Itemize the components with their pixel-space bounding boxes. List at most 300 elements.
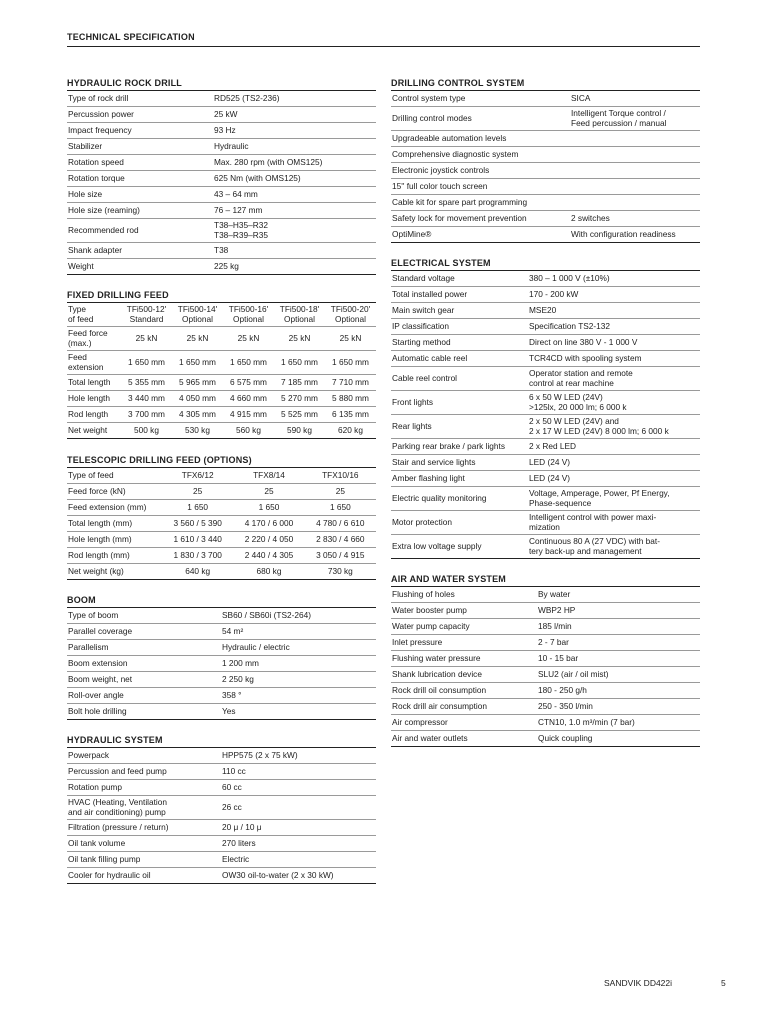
table-cell: RD525 (TS2-236) (213, 91, 376, 107)
table-cell: 358 ° (221, 688, 376, 704)
feed-model: TFi500-20' (330, 304, 371, 314)
table-row (67, 171, 376, 187)
table-cell: 170 - 200 kW (528, 287, 700, 303)
table-cell: 76 – 127 mm (213, 203, 376, 219)
table-cell: Bolt hole drilling (67, 704, 221, 720)
table-cell: 25 kN (172, 327, 223, 351)
table-cell: TFX6/12 (162, 468, 233, 484)
table-cell: Powerpack (67, 748, 221, 764)
section-air-water (391, 573, 700, 747)
section-title: DRILLING CONTROL SYSTEM (391, 77, 700, 91)
table-row (67, 624, 376, 640)
left-column (67, 77, 376, 884)
table-cell: 2 switches (570, 211, 700, 227)
table-cell: Percussion power (67, 107, 213, 123)
table-cell: 25 kW (213, 107, 376, 123)
section-title: HYDRAULIC SYSTEM (67, 734, 376, 748)
section-telescopic-feed (67, 454, 376, 580)
table-cell: Percussion and feed pump (67, 764, 221, 780)
table-cell: 2 x 50 W LED (24V) and 2 x 17 W LED (24V) 8 000 lm; 6 000 k (528, 415, 700, 439)
table-cell: 4 660 mm (223, 391, 274, 407)
section-fixed-drilling-feed (67, 289, 376, 439)
table-row (391, 211, 700, 227)
table-cell: 2 220 / 4 050 (233, 532, 304, 548)
table-cell: Parallel coverage (67, 624, 221, 640)
table-cell: Intelligent Torque control / Feed percussion / manual (570, 107, 700, 131)
table-cell: Quick coupling (537, 731, 700, 747)
table-cell: OptiMine® (391, 227, 570, 243)
table-cell: SICA (570, 91, 700, 107)
table-row (391, 587, 700, 603)
table-cell: Automatic cable reel (391, 351, 528, 367)
table-cell: Weight (67, 259, 213, 275)
feed-variant: Optional (335, 313, 366, 324)
table-cell: Oil tank filling pump (67, 852, 221, 868)
table-cell: 5 355 mm (121, 375, 172, 391)
table-cell: 530 kg (172, 423, 223, 439)
table-row (391, 715, 700, 731)
section-hydraulic-rock-drill (67, 77, 376, 275)
section-title: BOOM (67, 594, 376, 608)
table-cell: Type of rock drill (67, 91, 213, 107)
table-cell: Recommended rod (67, 219, 213, 243)
table-cell: Feed force (max.) (67, 327, 121, 351)
table-cell: Feed extension (mm) (67, 500, 162, 516)
table-cell: Rock drill air consumption (391, 699, 537, 715)
table-cell: Shank lubrication device (391, 667, 537, 683)
table-row (67, 640, 376, 656)
table-row (391, 91, 700, 107)
table-cell: Comprehensive diagnostic system (391, 147, 570, 163)
table-row (391, 107, 700, 131)
table-cell: TFX10/16 (305, 468, 376, 484)
table-row (391, 471, 700, 487)
table-cell: 590 kg (274, 423, 325, 439)
table-row (391, 731, 700, 747)
feed-table (67, 303, 376, 439)
table-row (391, 511, 700, 535)
section-title: ELECTRICAL SYSTEM (391, 257, 700, 271)
table-row (67, 123, 376, 139)
page-number: 5 (721, 978, 726, 988)
table-row (67, 608, 376, 624)
table-cell: 185 l/min (537, 619, 700, 635)
table-row (67, 564, 376, 580)
table-cell: 625 Nm (with OMS125) (213, 171, 376, 187)
table-cell (570, 131, 700, 147)
table-row (67, 259, 376, 275)
table-cell: HPP575 (2 x 75 kW) (221, 748, 376, 764)
feed-column-header (325, 303, 376, 327)
table-cell: 730 kg (305, 564, 376, 580)
table-cell: Hole length (67, 391, 121, 407)
table-cell: Rod length (67, 407, 121, 423)
table-cell: Intelligent control with power maxi- mization (528, 511, 700, 535)
spec-table (391, 91, 700, 243)
table-cell: Water pump capacity (391, 619, 537, 635)
table-cell: 1 830 / 3 700 (162, 548, 233, 564)
table-header-row (67, 303, 376, 327)
table-row (67, 820, 376, 836)
table-cell: 110 cc (221, 764, 376, 780)
table-cell: Hydraulic (213, 139, 376, 155)
section-electrical (391, 257, 700, 559)
page-title: TECHNICAL SPECIFICATION (67, 32, 195, 42)
table-cell: 2 x Red LED (528, 439, 700, 455)
table-cell: Total installed power (391, 287, 528, 303)
table-cell: 5 965 mm (172, 375, 223, 391)
table-cell: Type of boom (67, 608, 221, 624)
table-cell: Air compressor (391, 715, 537, 731)
footer-brand: SANDVIK DD422i (604, 978, 673, 988)
feed-column-header (274, 303, 325, 327)
table-row (391, 439, 700, 455)
table-cell: Direct on line 380 V - 1 000 V (528, 335, 700, 351)
page-header (67, 32, 700, 47)
table-cell: Main switch gear (391, 303, 528, 319)
table-cell: 680 kg (233, 564, 304, 580)
table-cell: Hole length (mm) (67, 532, 162, 548)
table-cell: Rear lights (391, 415, 528, 439)
table-row (67, 155, 376, 171)
table-cell: Net weight (67, 423, 121, 439)
table-cell: 5 880 mm (325, 391, 376, 407)
table-cell: 3 560 / 5 390 (162, 516, 233, 532)
table-cell: 3 050 / 4 915 (305, 548, 376, 564)
table-cell: Stabilizer (67, 139, 213, 155)
table-cell: Safety lock for movement prevention (391, 211, 570, 227)
table-row (67, 391, 376, 407)
table-cell: Type of feed (67, 468, 162, 484)
feed-variant: Optional (284, 313, 315, 324)
table-cell: 25 kN (121, 327, 172, 351)
table-cell: SLU2 (air / oil mist) (537, 667, 700, 683)
table-cell: 25 kN (274, 327, 325, 351)
table-cell: Extra low voltage supply (391, 535, 528, 559)
table-cell: 380 – 1 000 V (±10%) (528, 271, 700, 287)
table-cell: Specification TS2-132 (528, 319, 700, 335)
table-cell: 6 x 50 W LED (24V) >125lx, 20 000 lm; 6 000 k (528, 391, 700, 415)
table-row (67, 500, 376, 516)
table-cell (570, 195, 700, 211)
section-boom (67, 594, 376, 720)
table-row (391, 147, 700, 163)
table-cell: Hydraulic / electric (221, 640, 376, 656)
table-cell: Continuous 80 A (27 VDC) with bat- tery back-up and management (528, 535, 700, 559)
table-cell: Front lights (391, 391, 528, 415)
table-cell: 4 305 mm (172, 407, 223, 423)
table-cell: Filtration (pressure / return) (67, 820, 221, 836)
table-row (391, 195, 700, 211)
table-cell: 4 170 / 6 000 (233, 516, 304, 532)
table-cell: 1 650 (233, 500, 304, 516)
table-cell: Impact frequency (67, 123, 213, 139)
table-cell: 6 135 mm (325, 407, 376, 423)
table-cell: 1 610 / 3 440 (162, 532, 233, 548)
table-cell: Flushing of holes (391, 587, 537, 603)
table-cell: Rotation pump (67, 780, 221, 796)
table-row (67, 327, 376, 351)
table-row (391, 367, 700, 391)
table-row (67, 656, 376, 672)
feed-column-header (172, 303, 223, 327)
table-cell: Upgradeable automation levels (391, 131, 570, 147)
feed-variant: Standard (129, 313, 164, 324)
feed-model: TFi500-16' (228, 304, 269, 314)
table-row (67, 548, 376, 564)
feed-column-header (121, 303, 172, 327)
table-cell: 1 650 (162, 500, 233, 516)
table-row (391, 271, 700, 287)
table-row (391, 351, 700, 367)
table-cell: TCR4CD with spooling system (528, 351, 700, 367)
table-cell: Shank adapter (67, 243, 213, 259)
table-cell: Stair and service lights (391, 455, 528, 471)
table-cell: Total length (mm) (67, 516, 162, 532)
table-row (67, 704, 376, 720)
table-row (67, 852, 376, 868)
table-cell: 270 liters (221, 836, 376, 852)
table-cell: Cooler for hydraulic oil (67, 868, 221, 884)
table-cell: 5 270 mm (274, 391, 325, 407)
table-cell: 20 μ / 10 μ (221, 820, 376, 836)
feed-model: TFi500-12' (126, 304, 167, 314)
table-row (67, 672, 376, 688)
table-cell: 1 650 mm (325, 351, 376, 375)
table-cell: 6 575 mm (223, 375, 274, 391)
table-cell: Yes (221, 704, 376, 720)
spec-table (67, 608, 376, 720)
table-cell (570, 179, 700, 195)
table-cell: 15'' full color touch screen (391, 179, 570, 195)
table-cell: Electric quality monitoring (391, 487, 528, 511)
table-row (391, 287, 700, 303)
table-cell: Max. 280 rpm (with OMS125) (213, 155, 376, 171)
table-row (391, 415, 700, 439)
table-cell: 3 700 mm (121, 407, 172, 423)
table-cell: SB60 / SB60i (TS2-264) (221, 608, 376, 624)
table-cell: 1 650 mm (172, 351, 223, 375)
table-row (67, 796, 376, 820)
table-row (67, 868, 376, 884)
table-cell: 620 kg (325, 423, 376, 439)
table-cell: Rotation torque (67, 171, 213, 187)
table-cell: Hole size (reaming) (67, 203, 213, 219)
table-cell: 4 915 mm (223, 407, 274, 423)
table-cell: 560 kg (223, 423, 274, 439)
feed-variant: Optional (233, 313, 264, 324)
table-cell: 93 Hz (213, 123, 376, 139)
table-cell (570, 147, 700, 163)
table-cell: 25 (233, 484, 304, 500)
table-cell: HVAC (Heating, Ventilation and air conditioning) pump (67, 796, 221, 820)
telescopic-table (67, 468, 376, 580)
table-row (67, 219, 376, 243)
table-row (67, 764, 376, 780)
table-row (67, 748, 376, 764)
table-row (391, 179, 700, 195)
table-cell: 2 440 / 4 305 (233, 548, 304, 564)
right-column (391, 77, 700, 747)
table-row (391, 227, 700, 243)
table-cell: 4 780 / 6 610 (305, 516, 376, 532)
table-cell: Rotation speed (67, 155, 213, 171)
table-cell: Parking rear brake / park lights (391, 439, 528, 455)
spec-table (67, 748, 376, 884)
table-cell: Feed extension (67, 351, 121, 375)
table-cell: 2 250 kg (221, 672, 376, 688)
section-title: HYDRAULIC ROCK DRILL (67, 77, 376, 91)
feed-variant: Optional (182, 313, 213, 324)
table-row (391, 319, 700, 335)
table-cell: 25 (162, 484, 233, 500)
table-row (391, 535, 700, 559)
table-cell: 500 kg (121, 423, 172, 439)
table-row (67, 780, 376, 796)
table-cell: Water booster pump (391, 603, 537, 619)
table-cell: Flushing water pressure (391, 651, 537, 667)
table-row (67, 407, 376, 423)
table-row (391, 699, 700, 715)
table-row (67, 375, 376, 391)
table-cell: 7 185 mm (274, 375, 325, 391)
table-cell: 1 650 mm (274, 351, 325, 375)
table-cell: Inlet pressure (391, 635, 537, 651)
table-cell: Hole size (67, 187, 213, 203)
table-cell: TFX8/14 (233, 468, 304, 484)
table-row (67, 423, 376, 439)
table-row (67, 139, 376, 155)
table-row (391, 163, 700, 179)
table-row (391, 635, 700, 651)
table-cell: 1 650 (305, 500, 376, 516)
table-row (67, 187, 376, 203)
table-cell: With configuration readiness (570, 227, 700, 243)
table-cell: T38 (213, 243, 376, 259)
feed-column-header (223, 303, 274, 327)
table-cell: 10 - 15 bar (537, 651, 700, 667)
table-cell: Roll-over angle (67, 688, 221, 704)
table-row (391, 667, 700, 683)
table-cell: 26 cc (221, 796, 376, 820)
table-cell: 54 m² (221, 624, 376, 640)
table-row (391, 131, 700, 147)
table-cell: 5 525 mm (274, 407, 325, 423)
table-cell: 25 (305, 484, 376, 500)
spec-table (391, 587, 700, 747)
table-cell: Rock drill oil consumption (391, 683, 537, 699)
section-title: TELESCOPIC DRILLING FEED (OPTIONS) (67, 454, 376, 468)
table-cell: 1 650 mm (121, 351, 172, 375)
table-row (391, 303, 700, 319)
table-cell: Amber flashing light (391, 471, 528, 487)
table-cell: 250 - 350 l/min (537, 699, 700, 715)
table-cell: 2 - 7 bar (537, 635, 700, 651)
table-cell: Standard voltage (391, 271, 528, 287)
table-cell (570, 163, 700, 179)
table-row (391, 455, 700, 471)
table-cell: Operator station and remote control at rear machine (528, 367, 700, 391)
table-header-row (67, 468, 376, 484)
table-cell: 2 830 / 4 660 (305, 532, 376, 548)
section-title: FIXED DRILLING FEED (67, 289, 376, 303)
spec-table (67, 91, 376, 275)
table-cell: IP classification (391, 319, 528, 335)
table-cell: Electronic joystick controls (391, 163, 570, 179)
table-cell: Motor protection (391, 511, 528, 535)
table-cell: 1 200 mm (221, 656, 376, 672)
table-row (67, 484, 376, 500)
table-cell: 7 710 mm (325, 375, 376, 391)
table-cell: CTN10, 1.0 m³/min (7 bar) (537, 715, 700, 731)
table-row (67, 107, 376, 123)
table-cell: 640 kg (162, 564, 233, 580)
table-row (67, 516, 376, 532)
table-row (67, 532, 376, 548)
table-row (67, 351, 376, 375)
table-cell: Drilling control modes (391, 107, 570, 131)
table-cell: Total length (67, 375, 121, 391)
table-cell: 60 cc (221, 780, 376, 796)
table-cell: 25 kN (325, 327, 376, 351)
table-cell: Boom weight, net (67, 672, 221, 688)
table-cell: 1 650 mm (223, 351, 274, 375)
feed-model: TFi500-14' (177, 304, 218, 314)
table-row (67, 203, 376, 219)
table-cell: Cable reel control (391, 367, 528, 391)
table-row (391, 603, 700, 619)
table-row (391, 335, 700, 351)
table-cell: LED (24 V) (528, 455, 700, 471)
table-cell: Electric (221, 852, 376, 868)
table-cell: By water (537, 587, 700, 603)
table-cell: 225 kg (213, 259, 376, 275)
table-row (67, 91, 376, 107)
table-cell: Air and water outlets (391, 731, 537, 747)
table-row (391, 619, 700, 635)
feed-model: TFi500-18' (279, 304, 320, 314)
spec-table (391, 271, 700, 559)
table-cell: Oil tank volume (67, 836, 221, 852)
table-cell: 3 440 mm (121, 391, 172, 407)
table-cell: 25 kN (223, 327, 274, 351)
table-cell: Net weight (kg) (67, 564, 162, 580)
table-cell: Control system type (391, 91, 570, 107)
table-row (391, 651, 700, 667)
table-cell: Boom extension (67, 656, 221, 672)
table-cell: T38–H35–R32 T38–R39–R35 (213, 219, 376, 243)
table-cell: MSE20 (528, 303, 700, 319)
section-title: AIR AND WATER SYSTEM (391, 573, 700, 587)
table-cell: 43 – 64 mm (213, 187, 376, 203)
table-cell: Parallelism (67, 640, 221, 656)
table-row (67, 243, 376, 259)
table-cell: 180 - 250 g/h (537, 683, 700, 699)
table-row (391, 683, 700, 699)
table-row (391, 391, 700, 415)
table-cell: Feed force (kN) (67, 484, 162, 500)
table-cell: Cable kit for spare part programming (391, 195, 570, 211)
table-row (67, 688, 376, 704)
table-cell: OW30 oil-to-water (2 x 30 kW) (221, 868, 376, 884)
table-row (391, 487, 700, 511)
table-cell: Starting method (391, 335, 528, 351)
table-cell: 4 050 mm (172, 391, 223, 407)
table-cell: Rod length (mm) (67, 548, 162, 564)
table-row (67, 836, 376, 852)
table-cell: Voltage, Amperage, Power, Pf Energy, Phase-sequence (528, 487, 700, 511)
table-cell: LED (24 V) (528, 471, 700, 487)
